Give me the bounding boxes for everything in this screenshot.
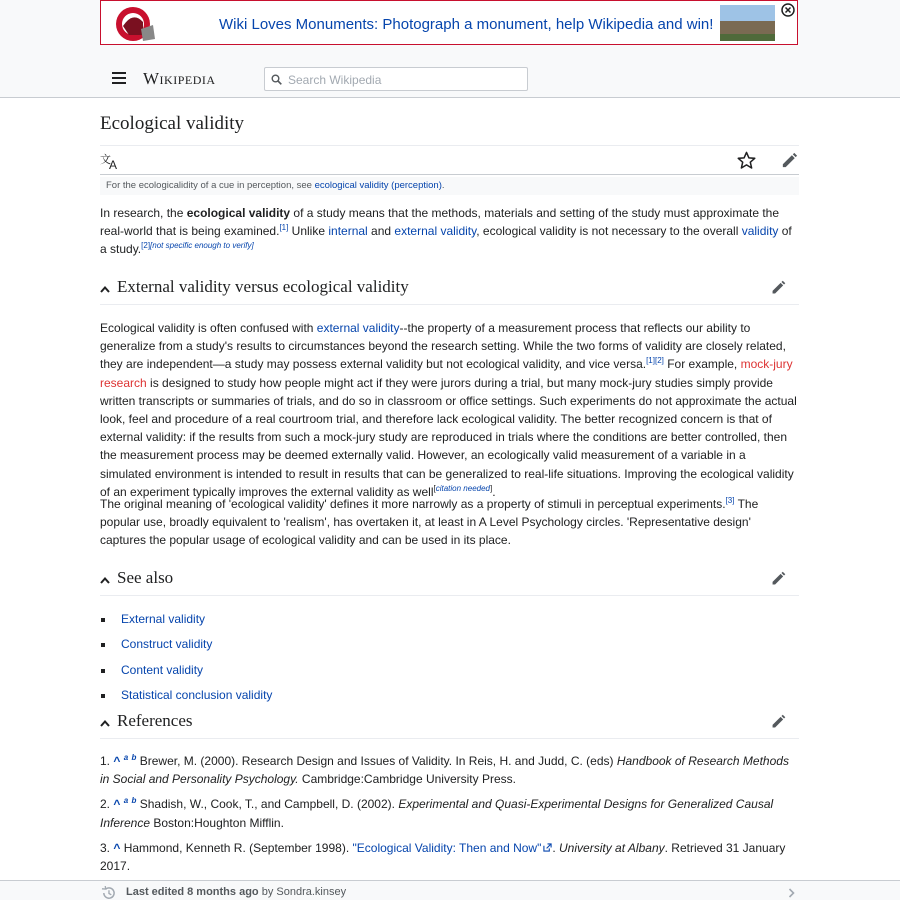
list-item <box>100 661 799 686</box>
history-icon <box>101 886 116 900</box>
ref-number: 2. <box>100 797 111 812</box>
svg-text:文: 文 <box>100 153 111 166</box>
ref-backlink-a[interactable]: a <box>123 753 129 762</box>
ref-work-title: Handbook of Research Methods in Social and Personality Psychology. <box>100 754 789 787</box>
ref-link-1b[interactable]: [1] <box>646 356 655 366</box>
last-edited-text <box>126 886 346 898</box>
ref-link-2b[interactable]: [2] <box>654 356 664 366</box>
edit-page-pencil-icon[interactable] <box>780 151 799 170</box>
page-title: Ecological validity <box>100 113 245 134</box>
svg-text:A: A <box>109 158 118 170</box>
ext-text-4: is designed to study how people might act if they were jurors during a trial, but many mock-jury studies simply provide written transcripts or summaries of trials, and do so in classroom or office settings. Such experiments do not approximate the actual look, feel and procedure of a real courtroom trial, and therefore lack ecological validity. The better recognized concern is that of external validity: if the results from such a mock-jury study are reproduced in trials where the conditions are better controlled, then the measurement process may be deemed externally valid. However, an ecologically valid measurement of a variable in a simulated environment is intended to result in results that can be generalized to real-life situations. Improving the ecological validity of an experiment typically improves the external validity as well <box>100 375 797 499</box>
ext-text-3: For example, <box>663 357 741 372</box>
ext-text-5: . <box>492 484 496 499</box>
external-link-icon <box>543 843 552 852</box>
link-external-validity-2[interactable]: external validity <box>316 321 400 335</box>
last-edited-by: by <box>258 886 277 898</box>
wiki-loves-monuments-logo <box>113 5 157 43</box>
section-title-see-also: See also <box>117 568 174 587</box>
close-icon[interactable] <box>781 3 795 17</box>
list-item <box>100 635 799 660</box>
chevron-right-icon[interactable] <box>788 888 795 898</box>
hatnote-period: . <box>441 180 445 191</box>
external-paragraph-2 <box>100 495 799 550</box>
intro-text-4: and <box>367 224 395 239</box>
section-header-external[interactable] <box>100 273 799 305</box>
ext-text-1: Ecological validity is often confused with <box>100 321 317 335</box>
ref-sep: . <box>552 840 560 855</box>
campaign-banner[interactable] <box>100 0 798 45</box>
intro-text-6: of a study. <box>100 224 792 257</box>
ref-work-title: Experimental and Quasi-Experimental Designs for Generalized Causal Inference <box>100 797 774 830</box>
top-header <box>0 60 900 98</box>
ref-backlink[interactable]: ^ <box>113 754 121 768</box>
ref-link-1[interactable]: [1] <box>279 223 289 233</box>
reference-item <box>100 839 799 875</box>
ref-backlink-a[interactable]: a <box>123 796 129 806</box>
ref-work-title: University at Albany <box>559 840 665 855</box>
ref-backlink[interactable]: ^ <box>113 840 121 855</box>
last-edited-time: Last edited 8 months ago <box>126 886 259 898</box>
ext2-text-2: The popular use, broadly equivalent to 'realism', has overtaken it, at least in A Level Psychology circles. 'Representative design' captures the popular usage of ecological validity and can be used in its place. <box>100 497 759 548</box>
external-paragraph-1: Ecological validity is often confused with external validity--the property of a measurement process that reflects our ability to generalize from a study's results to circumstances beyond the research setting. While the two forms of validity are closely related, they are independent—a study may possess external validity but not ecological validity, and vice versa.[1][2] For example, mock-jury research is designed to study how people might act if they were jurors during a trial, but many mock-jury studies simply provide written transcripts or summaries of trials, and do so in classroom or office settings. Such experiments do not approximate the actual look, feel and procedure of a real courtroom trial, and therefore lack ecological validity. The better recognized concern is that of external validity: if the results from such a mock-jury study are reproduced in trials where the conditions are better controlled, then the measurement process may be deemed externally valid. However, an ecologically valid measurement of a variable in a simulated environment is intended to result in results that can be generalized to real-life situations. Improving the ecological validity of an experiment typically improves the external validity as well[citation needed]. <box>100 321 797 499</box>
ref-backlink[interactable]: ^ <box>113 797 121 812</box>
reference-item <box>100 752 799 788</box>
language-icon[interactable] <box>100 152 120 170</box>
last-edited-user: Sondra.kinsey <box>276 886 347 898</box>
ref-publisher: Boston:Houghton Mifflin. <box>150 815 284 830</box>
intro-text-2: of a study means that the methods, materials and setting of the study must approximate the real-world that is being examined. <box>100 206 780 239</box>
see-also-link[interactable]: Statistical conclusion validity <box>121 687 273 702</box>
monument-thumbnail <box>720 5 775 41</box>
see-also-list <box>100 610 799 711</box>
intro-text-3: Unlike <box>288 224 329 239</box>
menu-icon[interactable] <box>112 72 126 84</box>
last-edited-bar[interactable] <box>0 880 900 900</box>
intro-bold-term: ecological validity <box>186 206 291 220</box>
ext2-text-1: The original meaning of 'ecological validity' defines it more narrowly as a property of stimuli in perceptual experiments. <box>100 497 726 511</box>
chevron-up-icon[interactable] <box>100 719 110 727</box>
page-actions <box>100 145 799 175</box>
search-input[interactable] <box>286 70 526 90</box>
section-title-references: References <box>117 711 193 730</box>
citation-needed-link[interactable]: citation needed <box>435 483 490 493</box>
see-also-link[interactable]: External validity <box>121 612 206 626</box>
see-also-link[interactable]: Content validity <box>121 662 204 677</box>
ref-backlink-b[interactable]: b <box>131 796 137 806</box>
hatnote-text: For the ecologicalidity of a cue in perception, see <box>106 180 315 191</box>
section-header-see-also[interactable] <box>100 564 799 596</box>
ref-text: Shadish, W., Cook, T., and Campbell, D. (2002). <box>136 797 399 812</box>
banner-area <box>0 0 900 60</box>
ext-text-2: --the property of a measurement process that reflects our ability to generalize from a study's results to circumstances beyond the research setting. While the two forms of validity are closely related, they are independent—a study may possess external validity but not ecological validity, and vice versa. <box>100 321 786 372</box>
ref-backlink-b[interactable]: b <box>131 753 137 762</box>
intro-paragraph <box>100 204 799 259</box>
verify-note-link[interactable]: [not specific enough to verify] <box>150 241 254 251</box>
intro-text-1: In research, the <box>100 206 187 220</box>
link-external-validity[interactable]: external validity <box>394 224 477 239</box>
ref-text: Hammond, Kenneth R. (September 1998). <box>120 840 353 855</box>
section-header-references[interactable] <box>100 707 799 739</box>
link-internal[interactable]: internal <box>328 224 368 239</box>
edit-section-pencil-icon[interactable] <box>770 713 787 730</box>
ref-text: Brewer, M. (2000). Research Design and Issues of Validity. In Reis, H. and Judd, C. (eds) <box>136 754 617 768</box>
search-icon <box>271 74 282 85</box>
ref-link-3[interactable]: [3] <box>725 496 735 505</box>
ref-link-2[interactable]: [2] <box>141 241 151 251</box>
list-item <box>100 610 799 635</box>
reference-item <box>100 795 799 831</box>
banner-text[interactable]: Wiki Loves Monuments: Photograph a monument, help Wikipedia and win! <box>219 16 714 33</box>
ref-publisher: Cambridge:Cambridge University Press. <box>298 772 516 787</box>
hatnote <box>100 177 799 195</box>
hatnote-link[interactable]: ecological validity (perception) <box>314 180 442 191</box>
wikipedia-wordmark[interactable]: Wikipedia <box>143 69 216 88</box>
link-validity[interactable]: validity <box>741 224 779 239</box>
section-title-external: External validity versus ecological validity <box>117 277 409 296</box>
ref-number: 3. <box>100 840 111 855</box>
chevron-up-icon[interactable] <box>100 285 110 293</box>
chevron-up-icon[interactable] <box>100 576 110 584</box>
edit-section-pencil-icon[interactable] <box>770 570 787 587</box>
search-box[interactable] <box>264 67 528 91</box>
ref-retrieved: . Retrieved 31 January 2017. <box>100 840 786 874</box>
references-list <box>100 752 799 882</box>
edit-section-pencil-icon[interactable] <box>770 279 787 296</box>
see-also-link[interactable]: Construct validity <box>121 637 213 652</box>
watchlist-star-icon[interactable] <box>737 151 756 170</box>
ref-number: 1. <box>100 754 111 768</box>
intro-text-5: , ecological validity is not necessary to the overall <box>476 224 742 239</box>
link-mock-jury-research[interactable]: mock-jury research <box>100 357 793 390</box>
ref-external-link[interactable]: "Ecological Validity: Then and Now" <box>352 840 542 855</box>
